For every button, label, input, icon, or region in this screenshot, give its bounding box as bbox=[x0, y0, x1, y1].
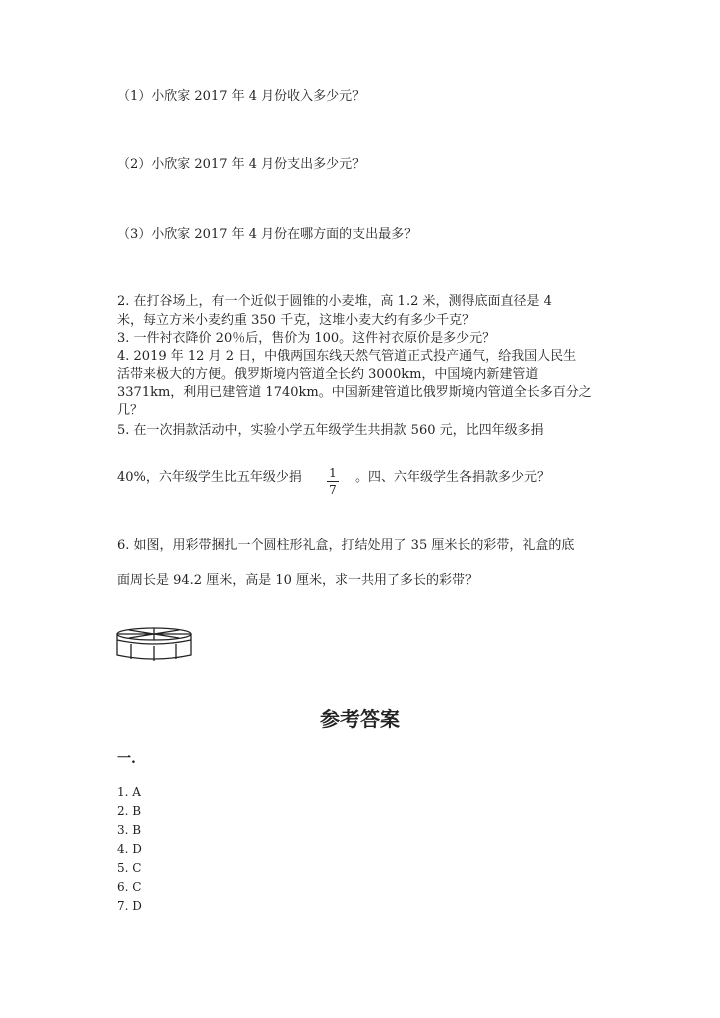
fraction-one-seventh bbox=[327, 466, 339, 497]
answer-item: 6. C bbox=[117, 880, 142, 894]
question-6-line: 面周长是 94.2 厘米，高是 10 厘米，求一共用了多长的彩带？ bbox=[117, 573, 479, 588]
answer-item: 3. B bbox=[117, 823, 142, 837]
cylinder-gift-box-figure bbox=[115, 626, 195, 664]
answer-item: 2. B bbox=[117, 804, 142, 818]
question-2-line: 米，每立方米小麦约重 350 千克，这堆小麦大约有多少千克？ bbox=[117, 313, 476, 328]
question-6-line: 6. 如图，用彩带捆扎一个圆柱形礼盒，打结处用了 35 厘米长的彩带，礼盒的底 bbox=[117, 538, 575, 553]
question-4-line: 活带来极大的方便。俄罗斯境内管道全长约 3000km，中国境内新建管道 bbox=[117, 367, 539, 382]
question-1-1: （1）小欣家 2017 年 4 月份收入多少元？ bbox=[117, 89, 366, 104]
fraction-denominator: 7 bbox=[329, 483, 337, 497]
question-4-line: 3371km，利用已建管道 1740km。中国新建管道比俄罗斯境内管道全长多百分之 bbox=[117, 385, 592, 400]
answer-item: 4. D bbox=[117, 842, 142, 856]
question-1-2: （2）小欣家 2017 年 4 月份支出多少元？ bbox=[117, 157, 366, 172]
answer-item: 1. A bbox=[117, 785, 141, 799]
question-4-line: 几？ bbox=[117, 403, 144, 418]
question-4-line: 4. 2019 年 12 月 2 日，中俄两国东线天然气管道正式投产通气，给我国人民生 bbox=[117, 349, 577, 364]
question-5-line: 。四、六年级学生各捐款多少元？ bbox=[355, 470, 551, 485]
question-5-line: 5. 在一次捐款活动中，实验小学五年级学生共捐款 560 元，比四年级多捐 bbox=[117, 423, 544, 438]
answer-item: 7. D bbox=[117, 899, 142, 913]
answer-key-title: 参考答案 bbox=[320, 707, 400, 731]
fraction-numerator: 1 bbox=[329, 466, 337, 480]
answer-section-heading: 一. bbox=[117, 751, 136, 767]
question-2-line: 2. 在打谷场上，有一个近似于圆锥的小麦堆，高 1.2 米，测得底面直径是 4 bbox=[117, 294, 552, 309]
fraction-bar bbox=[327, 481, 339, 482]
question-5-line: 40%，六年级学生比五年级少捐 bbox=[117, 470, 302, 485]
question-3: 3. 一件衬衣降价 20％后，售价为 100。这件衬衣原价是多少元？ bbox=[117, 331, 496, 346]
question-1-3: （3）小欣家 2017 年 4 月份在哪方面的支出最多？ bbox=[117, 227, 418, 242]
answer-item: 5. C bbox=[117, 861, 142, 875]
